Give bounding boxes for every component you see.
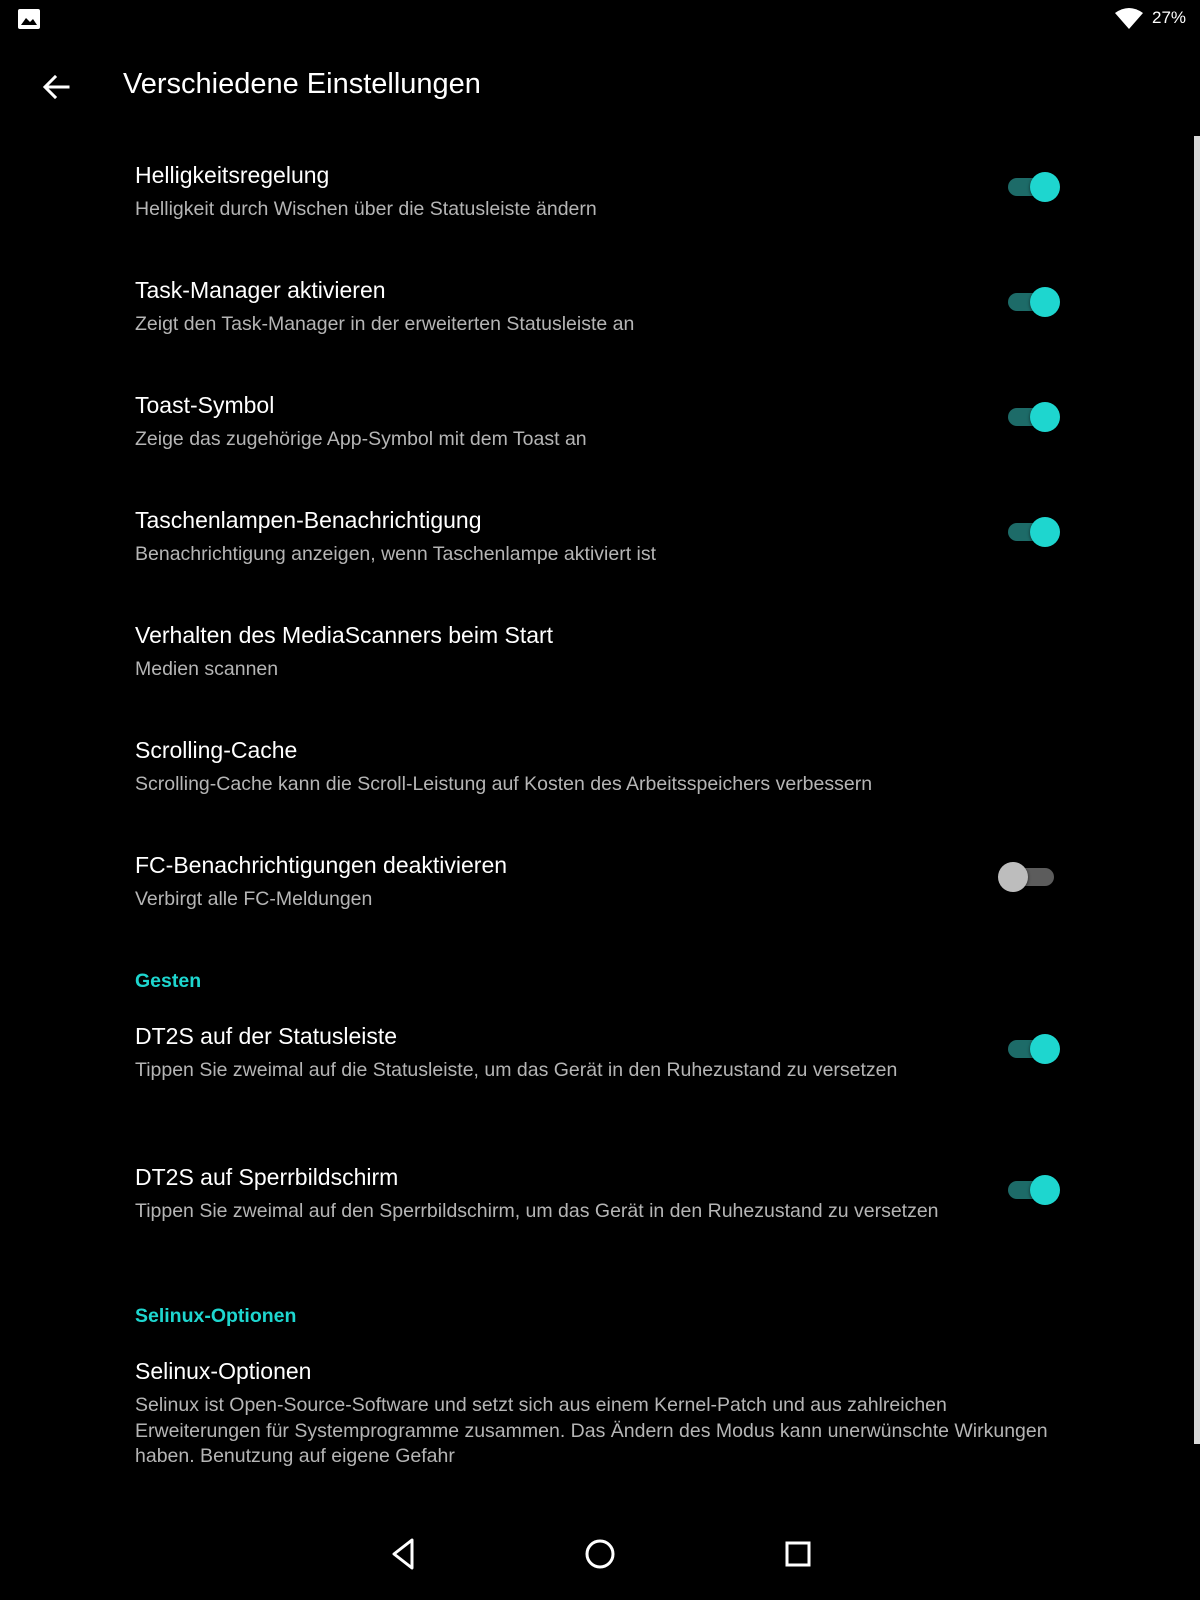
setting-scrolling-cache[interactable] (0, 737, 1180, 827)
setting-title: FC-Benachrichtigungen deaktivieren (135, 852, 508, 878)
section-header-selinux: Selinux-Optionen (135, 1305, 297, 1327)
setting-title: Selinux-Optionen (135, 1358, 312, 1384)
setting-task-manager[interactable] (0, 277, 1180, 367)
fc-notifications-toggle[interactable] (1008, 857, 1056, 897)
setting-summary: Medien scannen (135, 658, 279, 680)
toast-icon-toggle[interactable] (1008, 397, 1056, 437)
setting-summary: Selinux ist Open-Source-Software und setzt sich aus einem Kernel-Patch und aus zahlreichen Erweiterungen für Systemprogramme zusammen. Das Ändern des Modus kann unerwünschte Wirkungen haben. Benutzung auf eigene Gefahr (135, 1394, 1048, 1467)
wifi-icon (1114, 7, 1144, 36)
setting-toast-icon[interactable] (0, 392, 1180, 482)
toggle-thumb (1030, 402, 1060, 432)
setting-summary: Tippen Sie zweimal auf den Sperrbildschirm, um das Gerät in den Ruhezustand zu versetzen (135, 1200, 939, 1222)
setting-dt2s-statusbar[interactable] (0, 1023, 1180, 1138)
navigation-bar (0, 1520, 1200, 1600)
setting-title: Taschenlampen-Benachrichtigung (135, 507, 482, 533)
toggle-thumb (998, 862, 1028, 892)
setting-brightness-control[interactable] (0, 162, 1180, 252)
setting-summary: Scrolling-Cache kann die Scroll-Leistung auf Kosten des Arbeitsspeichers verbessern (135, 773, 873, 795)
toggle-thumb (1030, 1034, 1060, 1064)
task-manager-toggle[interactable] (1008, 282, 1056, 322)
setting-flashlight-notification[interactable] (0, 507, 1180, 597)
setting-summary: Zeigt den Task-Manager in der erweiterten Statusleiste an (135, 313, 635, 335)
setting-dt2s-lockscreen[interactable] (0, 1164, 1180, 1279)
setting-title: DT2S auf der Statusleiste (135, 1023, 398, 1049)
setting-fc-notifications[interactable] (0, 852, 1180, 942)
toggle-thumb (1030, 172, 1060, 202)
dt2s-statusbar-toggle[interactable] (1008, 1029, 1056, 1069)
setting-summary: Tippen Sie zweimal auf die Statusleiste, um das Gerät in den Ruhezustand zu versetzen (135, 1059, 898, 1081)
section-header-gestures: Gesten (135, 970, 202, 992)
back-button[interactable] (36, 68, 76, 108)
setting-summary: Benachrichtigung anzeigen, wenn Taschenlampe aktiviert ist (135, 543, 657, 565)
arrow-left-icon (36, 68, 76, 108)
setting-summary: Zeige das zugehörige App-Symbol mit dem Toast an (135, 428, 587, 450)
setting-summary: Helligkeit durch Wischen über die Statusleiste ändern (135, 198, 597, 220)
setting-title: Task-Manager aktivieren (135, 277, 386, 303)
toggle-thumb (1030, 517, 1060, 547)
setting-title: DT2S auf Sperrbildschirm (135, 1164, 399, 1190)
brightness-control-toggle[interactable] (1008, 167, 1056, 207)
back-triangle-icon (383, 1534, 423, 1574)
battery-level: 27% (1152, 8, 1187, 27)
flashlight-notification-toggle[interactable] (1008, 512, 1056, 552)
dt2s-lockscreen-toggle[interactable] (1008, 1170, 1056, 1210)
setting-title: Helligkeitsregelung (135, 162, 330, 188)
setting-title: Toast-Symbol (135, 392, 275, 418)
setting-summary: Verbirgt alle FC-Meldungen (135, 888, 373, 910)
page-title: Verschiedene Einstellungen (123, 68, 481, 100)
toggle-thumb (1030, 287, 1060, 317)
status-bar (0, 0, 1200, 38)
nav-back-button[interactable] (373, 1534, 433, 1584)
nav-home-button[interactable] (570, 1534, 630, 1584)
image-icon (18, 9, 40, 29)
setting-title: Verhalten des MediaScanners beim Start (135, 622, 554, 648)
setting-mediascanner-behavior[interactable] (0, 622, 1180, 712)
setting-title: Scrolling-Cache (135, 737, 298, 763)
recents-square-icon (778, 1534, 818, 1574)
scrollbar[interactable] (1194, 136, 1200, 1444)
toggle-thumb (1030, 1175, 1060, 1205)
settings-list[interactable] (0, 136, 1200, 1520)
app-bar (0, 38, 1200, 136)
home-circle-icon (580, 1534, 620, 1574)
setting-selinux-options[interactable] (0, 1358, 1180, 1498)
nav-recents-button[interactable] (768, 1534, 828, 1584)
